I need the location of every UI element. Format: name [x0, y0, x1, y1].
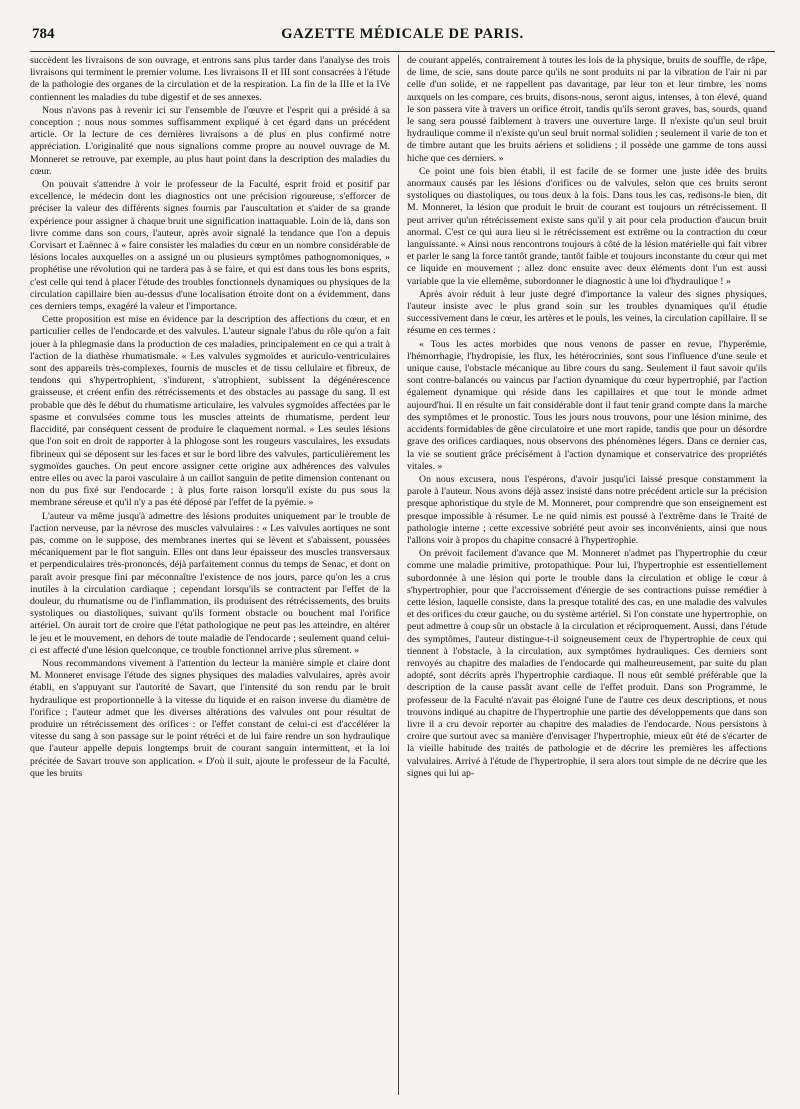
paragraph: Après avoir réduit à leur juste degré d'importance la valeur des signes physiques, l'auteur insiste avec le plus grand soin sur les troubles dynamiques qu'il étudie successivement dans le cœur, les artères et le pouls, les veines, la circulation capillaire. Il se résume en ces termes : [407, 288, 767, 337]
column-divider [398, 55, 399, 1095]
paragraph: Cette proposition est mise en évidence par la description des affections du cœur, et en particulier celles de l'endocarde et des valvules. L'auteur signale l'abus du rôle qu'on a fait jouer à la phlegmasie dans la production de ces maladies, principalement en ce qui a trait à l'action de la diathèse rhumatismale. « Les valvules sygmoïdes et auriculo-ventriculaires sont des appareils très-complexes, fournis de muscles et de tissu cellulaire et fibreux, de tendons qui s'hypertrophient, s'indurent, s'atrophient, subissent la dégénérescence graisseuse, et créent enfin des rétrécissements et des obstacles au passage du sang. Il est probable que dès le début du rhumatisme articulaire, les valvules sygmoïdes affectées par le spasme et convulsées comme tous les muscles atteints de rhumatisme, perdent leur flaccidité, par conséquent cessent de produire le claquement normal. » Les seules lésions que l'on soit en droit de rapporter à la phlogose sont les rougeurs vasculaires, les exsudats fibrineux qui se déposent sur les faces et sur le bord libre des valvules, particulièrement les sygmoïdes gauches. On peut encore assigner cette origine aux adhérences des valvules entre elles ou avec la paroi vasculaire à un caillot sanguin de petite dimension contenant ou non du pus fixé sur l'endocarde ; à plus forte raison lorsqu'il existe du pus sous la membrane séreuse et qu'il n'y a pas été déposé par l'effet de la pyémie. » [30, 314, 390, 509]
paragraph: Ce point une fois bien établi, il est facile de se former une juste idée des bruits anormaux causés par les lésions d'orifices ou de valvules, selon que ces bruits seront systoliques ou diastoliques, ou tous deux à la fois. Dans tous les cas, redisons-le bien, dit M. Monneret, la lésion que produit le bruit de courant est toujours un rétrécissement. Il peut arriver qu'un rétrécissement existe sans qu'il y ait pour cela production d'aucun bruit anormal. C'est ce qui aura lieu si le rétrécissement est extrême ou la contraction du cœur languissante. « Ainsi nous rencontrons toujours à côté de la lésion matérielle qui fait vibrer et parler le sang la force tantôt grande, tantôt faible et toujours inconstante du cœur qui met ce liquide en mouvement ; allez donc ensuite avec deux éléments dont l'un est aussi variable que la vie ellemême, subordonner le diagnostic à une loi d'hydraulique ! » [407, 165, 767, 287]
page-header [30, 26, 775, 46]
page-number: 784 [32, 26, 55, 42]
running-title: GAZETTE MÉDICALE DE PARIS. [281, 26, 524, 42]
paragraph: succèdent les livraisons de son ouvrage, et entrons sans plus tarder dans l'analyse des trois livraisons qui terminent le premier volume. Les livraisons II et III sont consacrées à l'étude de la pathologie des organes de la circulation et de la respiration. La fin de la IIIe et la IVe contiennent les maladies du tube digestif et de ses annexes. [30, 55, 390, 103]
paragraph: de courant appelés, contrairement à toutes les lois de la physique, bruits de souffle, de râpe, de lime, de scie, sans doute parce qu'ils ne sont produits ni par la vibration de l'air ni par celle d'un solide, et ne rappellent pas davantage, par leur ton et leur timbre, les noms auxquels on les compare, ces bruits, disons-nous, seront aigus, intenses, à ton élevé, quand le son passera vite à travers un orifice étroit, tandis qu'ils seront graves, bas, sourds, quand le sang sera poussé faiblement à travers une ouverture large. Il n'existe qu'un seul bruit hydraulique comme il n'existe qu'un seul bruit normal solidien ; seulement il varie de ton et de timbre autant que les bruits aériens et solidiens ; il possède une gamme de tons aussi hiche que ces derniers. » [407, 55, 767, 164]
left-column [30, 55, 390, 1093]
paragraph: « Tous les actes morbides que nous venons de passer en revue, l'hyperémie, l'hémorrhagie, l'hydropisie, les flux, les hétérocrinies, sont sous l'influence d'une seule et unique cause, l'obstacle mécanique au libre cours du sang. Seulement il faut savoir qu'ils sont contre-balancés ou vaincus par l'action dynamique du cœur hypertrophié, par l'action également dynamique qui réside dans les capillaires et que tout le monde admet aujourd'hui. Il en résulte un fait considérable dont il faut tenir grand compte dans la marche des symptômes et le pronostic. Tous les jours nous trouvons, pour une lésion minime, des accidents formidables de gêne circulatoire et une mort rapide, tandis que pour un désordre grave des orifices cardiaques, nous observons des phénomènes légers. Dans ce dernier cas, la vie se soutient grâce précisément à l'action dynamique et conservatrice des propriétés vitales. » [407, 338, 767, 472]
paragraph: On nous excusera, nous l'espérons, d'avoir jusqu'ici laissé presque constamment la parole à l'auteur. Nous avons déjà assez insisté dans notre précédent article sur la précision presque aphoristique du style de M. Monneret, pour comprendre que son enseignement est presque impossible à résumer. Le ne quid nimis est poussé à l'extrême dans le Traité de pathologie interne ; cette excessive sobriété peut avoir ses inconvénients, ainsi que nous l'allons voir à propos du chapitre consacré à l'hypertrophie. [407, 473, 767, 546]
right-column [407, 55, 767, 1093]
paragraph: On prévoit facilement d'avance que M. Monneret n'admet pas l'hypertrophie du cœur comme une maladie primitive, protopathique. Pour lui, l'hypertrophie est essentiellement subordonnée à une lésion qui porte le trouble dans la circulation et oblige le cœur à s'hypertrophier, pour que l'accroissement d'énergie de ses contractions puisse remédier à cette lésion, laquelle consiste, dans la presque totalité des cas, en une maladie des valvules et des orifices du cœur gauche, ou du système artériel. Si l'on constate une hypertrophie, on peut admettre à coup sûr un obstacle à la circulation et réciproquement. Aussi, dans l'étude des symptômes, l'auteur distingue-t-il soigneusement ceux de l'hypertrophie de ceux qui tiennent à l'obstacle, à la circulation, aux symptômes hydrauliques. Ces derniers sont renvoyés au chapitre des maladies de l'endocarde qui malheureusement, par suite du plan adopté, sont décrits après l'hypertrophie cardiaque. Il nous eût semblé préférable que la description de la cause passât avant celle de l'effet produit. Dans son Programme, le professeur de la Faculté n'avait pas éloigné l'une de l'autre ces deux descriptions, et nous trouvons indiqué au chapitre de l'hypertrophie une partie des développements que dans son livre il a cru devoir reporter au chapitre des maladies de l'endocarde. Nous persistons à croire que surtout avec sa manière d'envisager l'hypertrophie, mieux eût été de s'écarter de la vieille habitude des traités de pathologie et de décrire les premières les affections valvulaires. Arrivé à l'étude de l'hypertrophie, il sera alors tout simple de ne décrire que les signes qui lui ap- [407, 548, 767, 779]
header-rule [30, 51, 775, 52]
paragraph: L'auteur va même jusqu'à admettre des lésions produites uniquement par le trouble de l'action nerveuse, par la névrose des muscles valvulaires : « Les valvules aortiques ne sont pas, comme on le suppose, des membranes inertes qui se lèvent et s'abaissent, poussées mécaniquement par le flot sanguin. Elles ont dans leur épaisseur des muscles transversaux et perpendiculaires très-prononcés, déjà parfaitement connus du temps de Senac, et dont on paraît avoir presque fini par méconnaître l'existence de nos jours, parce qu'on les a crus inutiles à la circulation cardiaque ; cependant lorsqu'ils se contractent par l'effet de la douleur, du rhumatisme ou de l'inflammation, ils produisent des rétrécissements, des bruits systoliques ou diastoliques, suivant qu'ils forment obstacle ou bouchent mal l'orifice artériel. On aurait tort de croire que l'état pathologique ne peut pas les atteindre, en altérer le jeu et le mouvement, en dehors de toute maladie de l'endocarde ; seulement quand celui-ci est affecté d'une lésion quelconque, ce trouble fonctionnel arrive plus sûrement. » [30, 510, 390, 656]
paragraph: Nous n'avons pas à revenir ici sur l'ensemble de l'œuvre et l'esprit qui a présidé à sa conception ; nous nous sommes suffisamment expliqué à cet égard dans un précédent article. Or la lecture de ces dernières livraisons a de plus en plus confirmé notre appréciation. L'originalité que nous signalions comme propre au nouvel ouvrage de M. Monneret se retrouve, par exemple, au plus haut point dans la description des maladies du cœur. [30, 104, 390, 177]
paragraph: On pouvait s'attendre à voir le professeur de la Faculté, esprit froid et positif par excellence, le médecin dont les diagnostics ont une précision rigoureuse, s'efforcer de préciser la valeur des différents signes fournis par l'auscultation et s'aider de sa grande expérience pour assigner à chaque bruit une signification inattaquable. Loin de là, dans son livre comme dans son cours, l'auteur, après avoir signalé la tendance que l'on a depuis Corvisart et Laënnec à « faire consister les maladies du cœur en un nombre considérable de lésions locales auxquelles on a assigné un ou plusieurs symptômes pathognomoniques, » prophétise une révolution qui ne tardera pas à se faire, et qui est dans tous les bons esprits, c'est celle qui tend à placer l'étude des troubles fonctionnels dynamiques ou physiques de la circulation capillaire bien au-dessus d'une localisation étroite dont on a évidemment, dans ces derniers temps, exagéré la valeur et l'importance. [30, 179, 390, 313]
paragraph: Nous recommandons vivement à l'attention du lecteur la manière simple et claire dont M. Monneret envisage l'étude des signes physiques des maladies valvulaires, après avoir établi, en s'appuyant sur l'autorité de Savart, que l'intensité du son rendu par le bruit hydraulique est proportionnelle à la vitesse du liquide et en raison inverse du diamètre de l'orifice ; l'auteur admet que les diverses altérations des valvules ont pour résultat de produire un rétrécissement des orifices : or l'effet constant de celui-ci est d'accélérer la vitesse du sang à son passage sur le point rétréci et de lui faire rendre un son hydraulique que l'auteur appelle depuis longtemps bruit de courant sanguin intermittent, et la loi précitée de Savart trouve son application. « D'où il suit, ajoute le professeur de la Faculté, que les bruits [30, 657, 390, 779]
